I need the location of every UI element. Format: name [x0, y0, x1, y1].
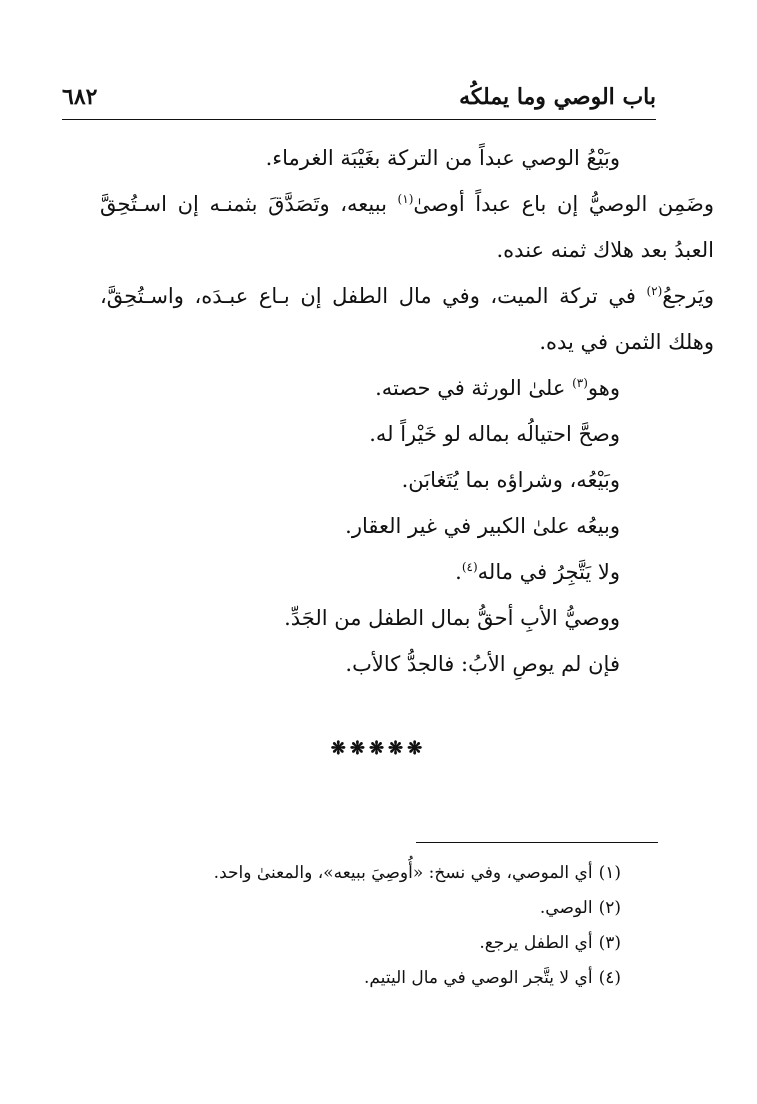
- paragraph-2: [100, 181, 750, 273]
- running-header: [62, 78, 656, 118]
- footnote-number: (١): [598, 863, 621, 883]
- line-7: [100, 641, 656, 687]
- footnote: [101, 926, 621, 961]
- text-run: فإن لم يوصِ الأبُ: فالجدُّ كالأب.: [345, 652, 620, 676]
- page-number: ٦٨٢: [62, 84, 98, 110]
- paragraph-3: [100, 273, 750, 365]
- text-run: وهو: [587, 376, 620, 400]
- paragraph-1: [100, 135, 656, 181]
- chapter-title: باب الوصي وما يملكُه: [459, 84, 656, 110]
- footnote-number: (٤): [598, 968, 621, 988]
- text-run: وهلك الثمن في يده.: [539, 330, 714, 354]
- text-run: ووصيُّ الأبِ أحقُّ بمال الطفل من الجَدِّ.: [284, 606, 620, 630]
- main-text: [100, 135, 714, 687]
- text-run: العبدُ بعد هلاك ثمنه عنده.: [496, 238, 714, 262]
- section-separator: ❋❋❋❋❋: [330, 738, 427, 759]
- footnote: [101, 961, 621, 996]
- footnote: [101, 856, 621, 891]
- footnote-number: (٢): [598, 898, 621, 918]
- header-rule: [62, 119, 656, 120]
- text-run: .: [455, 560, 462, 584]
- text-run: وبيعُه علىٰ الكبير في غير العقار.: [345, 514, 620, 538]
- line-5: [100, 549, 656, 595]
- footnote-ref-2: (٢): [646, 284, 663, 298]
- text-run: في تركة الميت، وفي مال الطفل إن بـاع عبـدَه، واسـتُحِقَّ،: [100, 284, 647, 308]
- line-2: [100, 411, 656, 457]
- text-run: ولا يَتَّجِرُ في ماله: [477, 560, 620, 584]
- footnote-text: الوصي.: [539, 898, 593, 918]
- footnote-ref-3: (٣): [572, 376, 588, 390]
- footnotes: [101, 856, 621, 996]
- footnote-ref-1: (١): [397, 192, 414, 206]
- text-run: وبَيْعُه، وشراؤه بما يُتَغابَن.: [401, 468, 620, 492]
- text-run: وضَمِن الوصيُّ إن باع عبداً أوصىٰ: [413, 192, 714, 216]
- footnote-text: أي الموصي، وفي نسخ: «أُوصِيَ ببيعه»، والمعنىٰ واحد.: [213, 863, 593, 883]
- footnote: [101, 891, 621, 926]
- line-4: [100, 503, 656, 549]
- footnote-rule: [416, 842, 658, 843]
- line-6: [100, 595, 656, 641]
- text-run: وبَيْعُ الوصي عبداً من التركة بغَيْبَة الغرماء.: [265, 146, 620, 170]
- footnote-text: أي الطفل يرجع.: [479, 933, 593, 953]
- text-run: وصحَّ احتيالُه بماله لو خَيْراً له.: [369, 422, 620, 446]
- line-1: [100, 365, 656, 411]
- footnote-text: أي لا يتَّجر الوصي في مال اليتيم.: [363, 968, 593, 988]
- footnote-number: (٣): [598, 933, 621, 953]
- text-run: علىٰ الورثة في حصته.: [375, 376, 573, 400]
- footnote-ref-4: (٤): [461, 560, 478, 574]
- line-3: [100, 457, 656, 503]
- text-run: ببيعه، وتَصَدَّقَ بثمنـه إن اسـتُحِقَّ: [100, 192, 398, 216]
- text-run: ويَرجعُ: [662, 284, 714, 308]
